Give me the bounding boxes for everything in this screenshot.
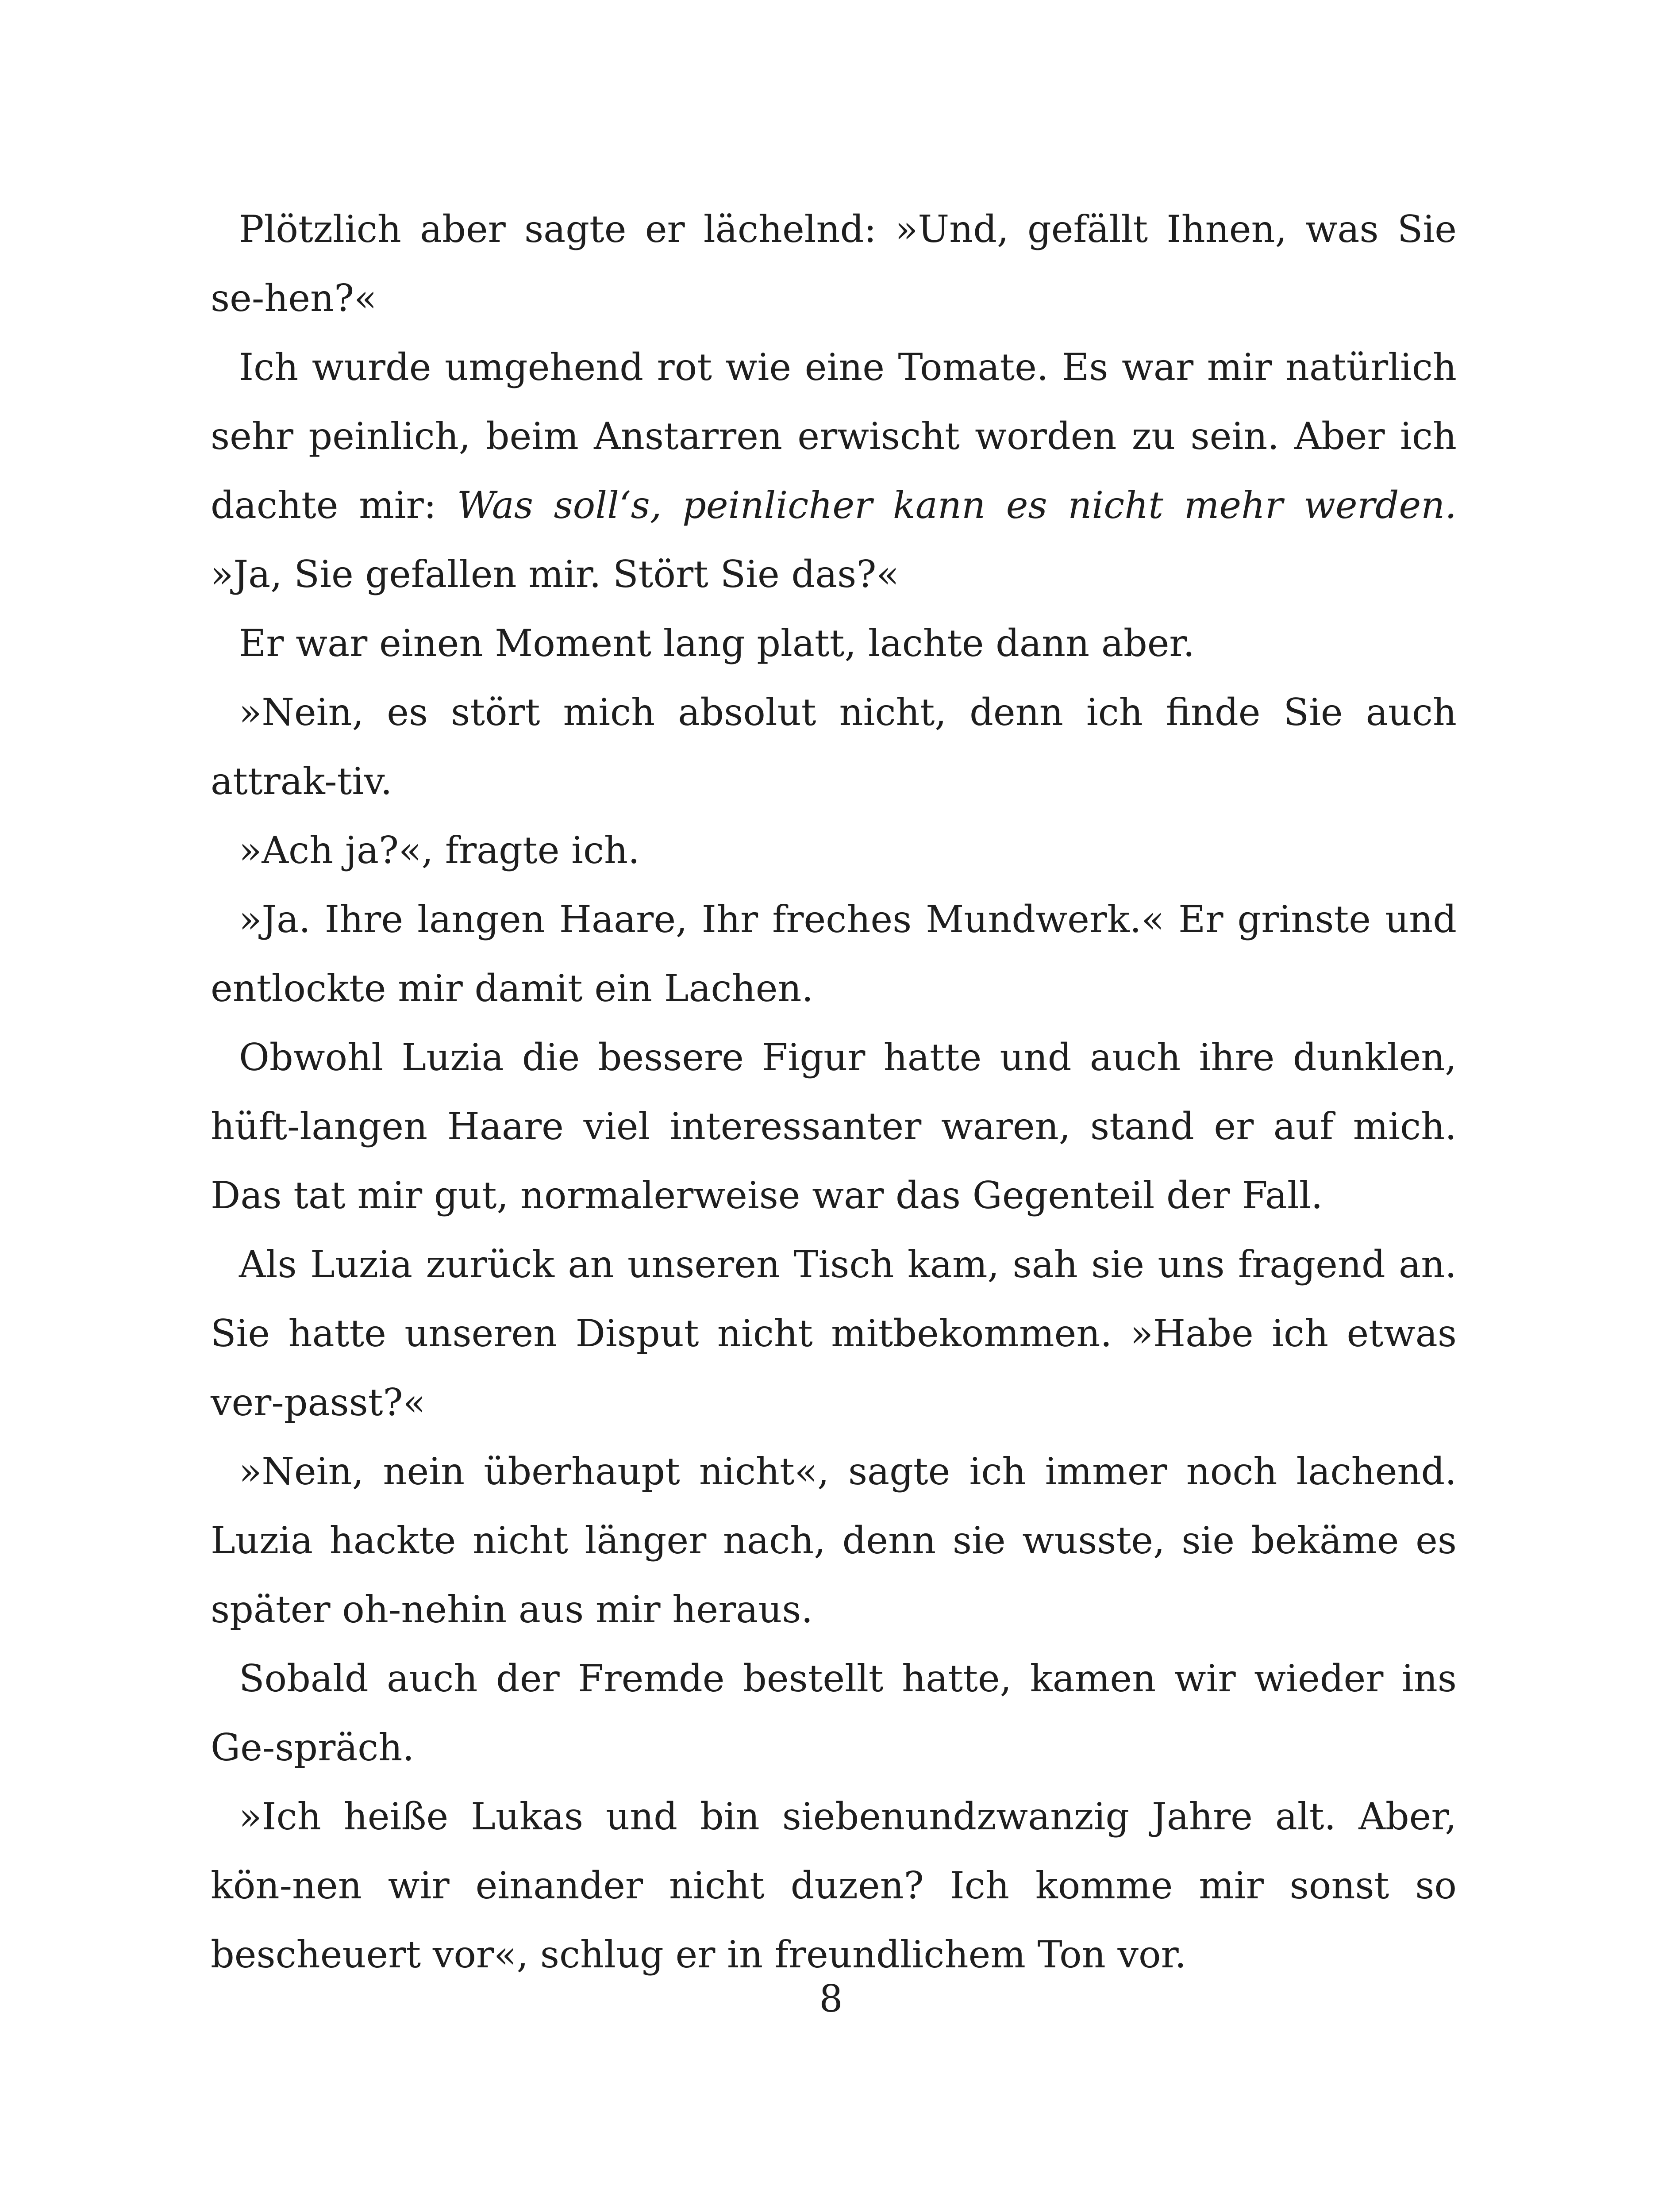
paragraph-4 (211, 678, 1457, 816)
body-text (211, 195, 1457, 1989)
paragraph-3 (211, 609, 1457, 678)
paragraph-10-text: Sobald auch der Fremde bestellt hatte, kamen wir wieder ins Ge-spräch. (211, 1657, 1457, 1769)
paragraph-2-italic-thought: Was soll‘s, peinlicher kann es nicht mehr werden. (457, 484, 1457, 527)
paragraph-10 (211, 1644, 1457, 1782)
paragraph-11-text: »Ich heiße Lukas und bin siebenundzwanzig Jahre alt. Aber, kön-nen wir einander nicht duzen? Ich komme mir sonst so bescheuert vor«, schlug er in freundlichem Ton vor. (211, 1795, 1457, 1976)
paragraph-11 (211, 1782, 1457, 1989)
paragraph-5 (211, 816, 1457, 885)
page-number: 8 (819, 1977, 843, 2020)
paragraph-1-text: Plötzlich aber sagte er lächelnd: »Und, gefällt Ihnen, was Sie se-hen?« (211, 207, 1457, 320)
paragraph-7 (211, 1023, 1457, 1230)
paragraph-9 (211, 1437, 1457, 1644)
paragraph-9-text: »Nein, nein überhaupt nicht«, sagte ich immer noch lachend. Luzia hackte nicht länger nach, denn sie wusste, sie bekäme es später oh-nehin aus mir heraus. (211, 1450, 1457, 1631)
paragraph-2-text-before: Ich wurde umgehend rot wie eine Tomate. Es war mir natürlich sehr peinlich, beim Anstarren erwischt worden zu sein. Aber ich dachte mir: (211, 346, 1457, 527)
paragraph-3-text: Er war einen Moment lang platt, lachte dann aber. (239, 622, 1195, 665)
paragraph-2-text-after: »Ja, Sie gefallen mir. Stört Sie das?« (211, 553, 899, 596)
paragraph-2 (211, 333, 1457, 609)
paragraph-8 (211, 1230, 1457, 1437)
paragraph-8-text: Als Luzia zurück an unseren Tisch kam, sah sie uns fragend an. Sie hatte unseren Disput nicht mitbekommen. »Habe ich etwas ver-passt?« (211, 1243, 1457, 1424)
paragraph-7-text: Obwohl Luzia die bessere Figur hatte und auch ihre dunklen, hüft-langen Haare viel interessanter waren, stand er auf mich. Das tat mir gut, normalerweise war das Gegenteil der Fall. (211, 1036, 1457, 1217)
paragraph-6-text: »Ja. Ihre langen Haare, Ihr freches Mundwerk.« Er grinste und entlockte mir damit ein Lachen. (211, 898, 1457, 1010)
paragraph-4-text: »Nein, es stört mich absolut nicht, denn ich finde Sie auch attrak-tiv. (211, 691, 1457, 803)
paragraph-5-text: »Ach ja?«, fragte ich. (239, 829, 640, 872)
paragraph-6 (211, 885, 1457, 1023)
paragraph-1 (211, 195, 1457, 333)
